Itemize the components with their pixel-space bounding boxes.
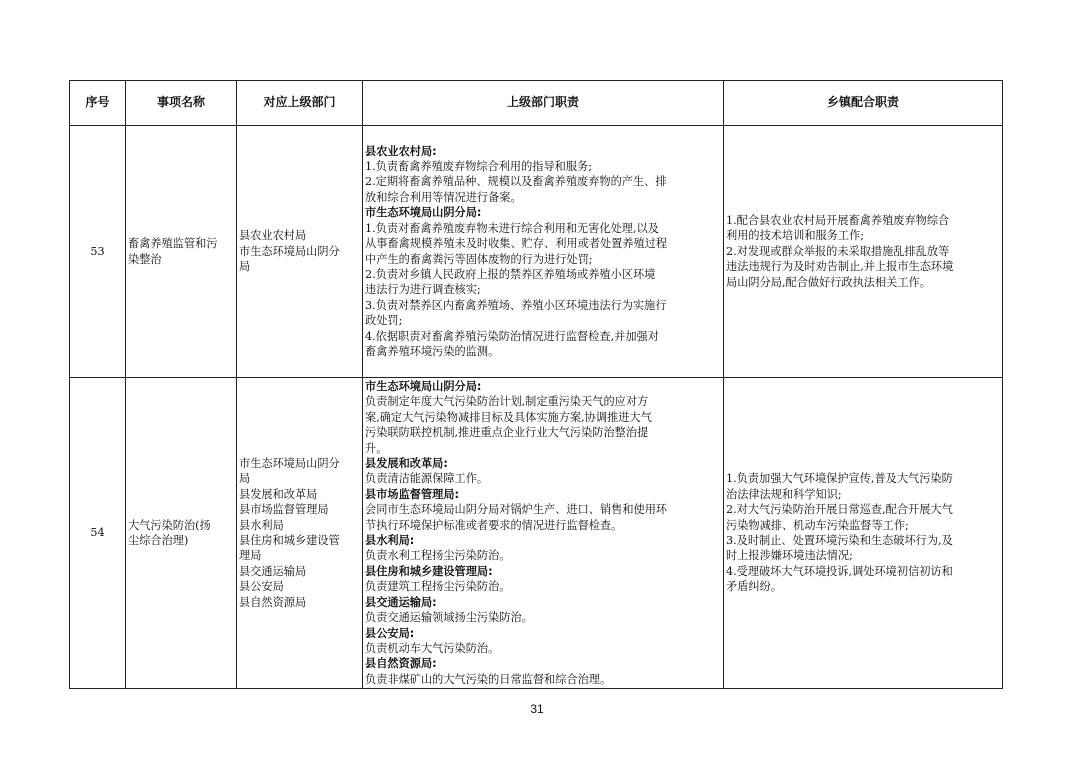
cell-line: 理局 — [239, 549, 262, 563]
page-number: 31 — [530, 702, 544, 716]
cell-line: 利用的技术培训和服务工作; — [726, 229, 865, 243]
responsibility-table — [69, 80, 1003, 689]
dept-heading: 县自然资源局: — [365, 657, 437, 671]
cell-line: 县交通运输局 — [239, 564, 307, 578]
cell-line: 治法律法规和科学知识; — [726, 487, 842, 501]
cell-town-duty — [724, 126, 1003, 378]
header-item-name: 事项名称 — [126, 81, 237, 126]
header-superior-duty: 上级部门职责 — [363, 81, 724, 126]
cell-line: 市生态环境局山阴分 — [239, 244, 340, 258]
cell-line: 3.及时制止、处置环境污染和生态破坏行为,及 — [726, 534, 953, 548]
cell-item-name — [126, 126, 237, 378]
cell-line: 县住房和城乡建设管 — [239, 534, 340, 548]
table-row — [70, 378, 1003, 689]
duty-line: 违法行为进行调查核实; — [365, 283, 481, 297]
cell-line: 2.对大气污染防治开展日常巡查,配合开展大气 — [726, 503, 953, 517]
cell-line: 畜禽养殖监管和污 — [128, 237, 218, 251]
cell-line: 局 — [239, 260, 251, 274]
duty-line: 负责机动车大气污染防治。 — [365, 641, 500, 655]
dept-heading: 县交通运输局: — [365, 595, 437, 609]
dept-heading: 市生态环境局山阴分局: — [365, 206, 482, 220]
cell-line: 县市场监督管理局 — [239, 503, 329, 517]
cell-line: 染整治 — [128, 252, 162, 266]
cell-line: 县发展和改革局 — [239, 487, 318, 501]
dept-heading: 县市场监督管理局: — [365, 487, 459, 501]
duty-line: 4.依据职责对畜禽养殖污染防治情况进行监督检查,并加强对 — [365, 329, 659, 343]
cell-no: 53 — [70, 126, 126, 378]
cell-line: 县水利局 — [239, 518, 284, 532]
cell-town-duty — [724, 378, 1003, 689]
duty-line: 节执行环境保护标准或者要求的情况进行监督检查。 — [365, 518, 623, 532]
cell-dept — [237, 126, 363, 378]
duty-line: 2.负责对乡镇人民政府上报的禁养区养殖场或养殖小区环境 — [365, 267, 656, 281]
cell-line: 1.配合县农业农村局开展畜禽养殖废弃物综合 — [726, 213, 950, 227]
dept-heading: 县公安局: — [365, 626, 415, 640]
cell-line: 4.受理破坏大气环境投诉,调处环境初信初访和 — [726, 564, 953, 578]
table-header-row — [70, 81, 1003, 126]
duty-line: 1.负责对畜禽养殖废弃物未进行综合利用和无害化处理,以及 — [365, 221, 659, 235]
dept-heading: 县农业农村局: — [365, 144, 437, 158]
duty-line: 3.负责对禁养区内畜禽养殖场、养殖小区环境违法行为实施行 — [365, 298, 667, 312]
duty-line: 案,确定大气污染物减排目标及具体实施方案,协调推进大气 — [365, 410, 652, 424]
cell-line: 时上报涉嫌环境违法情况; — [726, 549, 853, 563]
cell-line: 1.负责加强大气环境保护宣传,普及大气污染防 — [726, 472, 953, 486]
duty-line: 放和综合利用等情况进行备案。 — [365, 190, 522, 204]
dept-heading: 县住房和城乡建设管理局: — [365, 564, 493, 578]
cell-line: 违法违规行为及时劝告制止,并上报市生态环境 — [726, 260, 954, 274]
header-dept: 对应上级部门 — [237, 81, 363, 126]
duty-line: 2.定期将畜禽养殖品种、规模以及畜禽养殖废弃物的产生、排 — [365, 175, 667, 189]
cell-line: 县农业农村局 — [239, 229, 307, 243]
cell-line: 市生态环境局山阴分 — [239, 457, 340, 471]
cell-no: 54 — [70, 378, 126, 689]
cell-line: 局 — [239, 472, 251, 486]
cell-line: 县自然资源局 — [239, 595, 307, 609]
duty-line: 1.负责畜禽养殖废弃物综合利用的指导和服务; — [365, 160, 593, 174]
duty-line: 负责制定年度大气污染防治计划,制定重污染天气的应对方 — [365, 395, 649, 409]
duty-line: 政处罚; — [365, 314, 403, 328]
cell-superior-duty — [363, 378, 724, 689]
cell-item-name — [126, 378, 237, 689]
duty-line: 从事畜禽规模养殖未及时收集、贮存、利用或者处置养殖过程 — [365, 237, 668, 251]
duty-line: 负责交通运输领域扬尘污染防治。 — [365, 611, 533, 625]
duty-line: 升。 — [365, 441, 388, 455]
dept-heading: 县水利局: — [365, 534, 415, 548]
cell-superior-duty — [363, 126, 724, 378]
duty-line: 畜禽养殖环境污染的监测。 — [365, 344, 500, 358]
cell-line: 矛盾纠纷。 — [726, 580, 782, 594]
cell-line: 2.对发现或群众举报的未采取措施乱排乱放等 — [726, 244, 950, 258]
cell-line: 尘综合治理) — [128, 534, 189, 548]
cell-line: 局山阴分局,配合做好行政执法相关工作。 — [726, 275, 931, 289]
duty-line: 负责非煤矿山的大气污染的日常监督和综合治理。 — [365, 672, 612, 686]
duty-line: 中产生的畜禽粪污等固体废物的行为进行处罚; — [365, 252, 593, 266]
cell-dept — [237, 378, 363, 689]
cell-line: 污染物减排、机动车污染监督等工作; — [726, 518, 909, 532]
dept-heading: 市生态环境局山阴分局: — [365, 380, 482, 393]
cell-line: 县公安局 — [239, 580, 284, 594]
duty-line: 负责水利工程扬尘污染防治。 — [365, 549, 511, 563]
header-town-duty: 乡镇配合职责 — [724, 81, 1003, 126]
duty-line: 会同市生态环境局山阴分局对锅炉生产、进口、销售和使用环 — [365, 503, 668, 517]
duty-line: 负责清洁能源保障工作。 — [365, 472, 489, 486]
cell-line: 大气污染防治(扬 — [128, 518, 211, 532]
header-no: 序号 — [70, 81, 126, 126]
dept-heading: 县发展和改革局: — [365, 457, 448, 471]
table-row — [70, 126, 1003, 378]
duty-line: 污染联防联控机制,推进重点企业行业大气污染防治整治提 — [365, 426, 649, 440]
duty-line: 负责建筑工程扬尘污染防治。 — [365, 580, 511, 594]
